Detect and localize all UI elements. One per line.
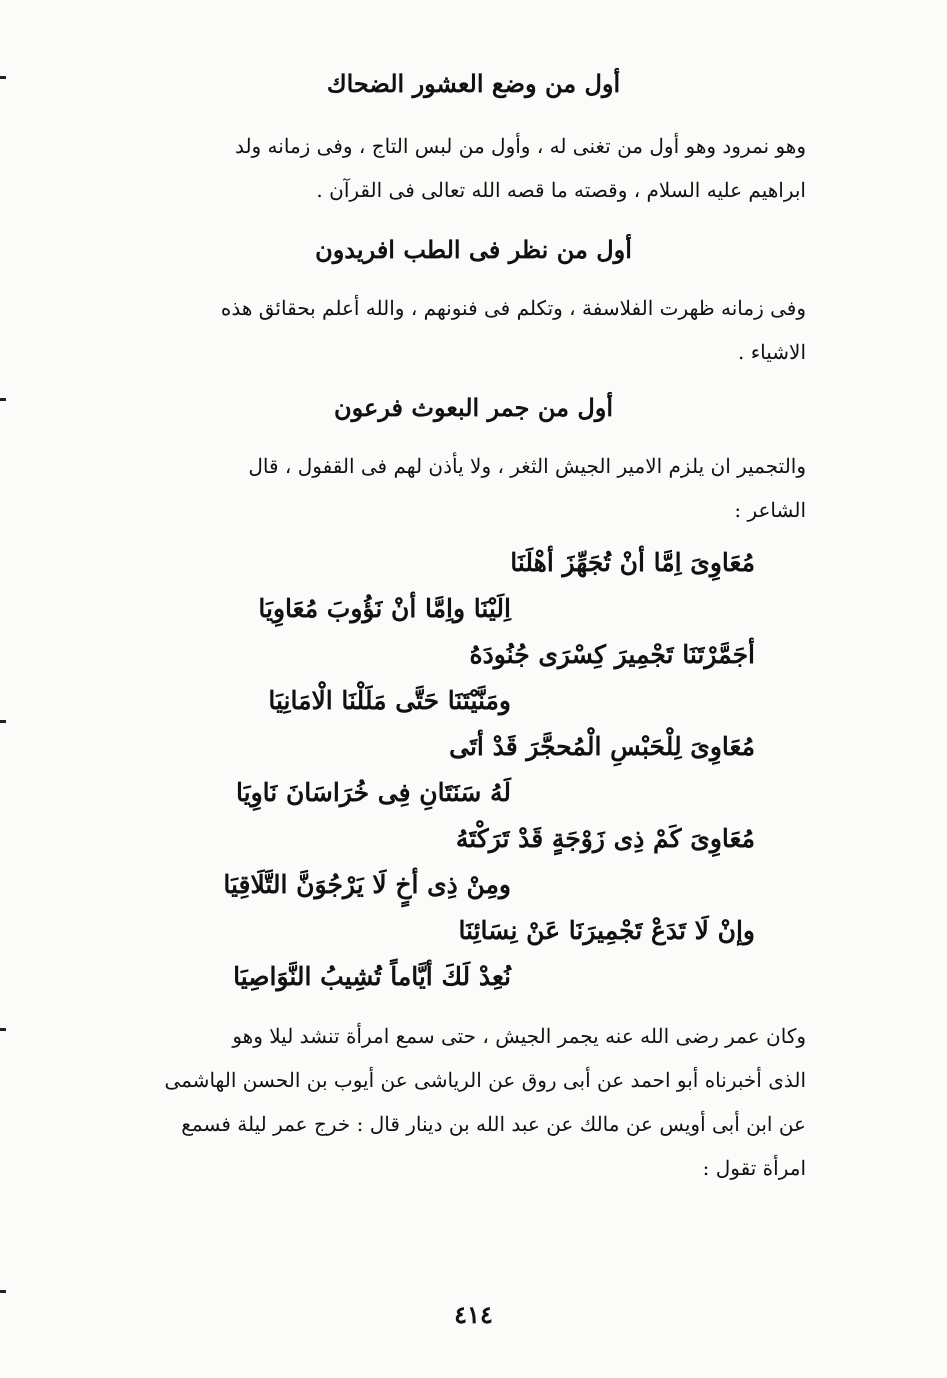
closing-paragraph [104,1014,806,1190]
paragraph-line: وهو نمرود وهو أول من تغنى له ، وأول من لبس التاج ، وفى زمانه ولد [234,134,806,158]
paragraph-line: والتجمير ان يلزم الامير الجيش الثغر ، ولا يأذن لهم فى القفول ، قال [248,454,806,478]
section-heading: أول من وضع العشور الضحاك [326,69,621,98]
poem-verse: ومِنْ ذِى أخٍ لَا يَرْجُوَنَّ التَّلَاقِيَا [223,870,511,899]
margin-tick [0,1028,6,1031]
poem-verse: مُعَاوِىَ لِلْحَبْسِ الْمُحجَّرَ قَدْ أتَى [449,732,755,761]
section-paragraph [104,286,806,374]
paragraph-line: ابراهيم عليه السلام ، وقصته ما قصه الله تعالى فى القرآن . [316,178,806,202]
paragraph-line: الشاعر : [734,498,806,522]
paragraph-line: عن ابن أبى أويس عن مالك عن عبد الله بن دينار قال : خرج عمر ليلة فسمع [181,1112,806,1136]
paragraph-line: وكان عمر رضى الله عنه يجمر الجيش ، حتى سمع امرأة تنشد ليلا وهو [232,1024,806,1048]
poem-verse: نُعِدْ لَكَ أيَّاماً تُشِيبُ النَّوَاصِيَا [233,962,511,991]
paragraph-line: امرأة تقول : [702,1156,806,1180]
paragraph-line: الذى أخبرناه أبو احمد عن أبى روق عن الرياشى عن أيوب بن الحسن الهاشمى [164,1068,806,1092]
section-heading: أول من نظر فى الطب افريدون [315,235,632,264]
section-paragraph [104,124,806,212]
poem-verse: وإنْ لَا تَدَعْ تَجْمِيرَنَا عَنْ نِسَائِنَا [458,916,755,945]
margin-tick [0,720,6,723]
paragraph-line: وفى زمانه ظهرت الفلاسفة ، وتكلم فى فنونهم ، والله أعلم بحقائق هذه [220,296,806,320]
poem-verse: مُعَاوِىَ كَمْ ذِى زَوْجَةٍ قَدْ تَرَكْتَهُ [455,824,755,853]
poem-verse: مُعَاوِىَ اِمَّا أنْ تُجَهِّزَ أهْلَنَا [510,548,755,577]
page-number: ٤١٤ [454,1300,493,1329]
poem-verse: ومَنَّيْتَنَا حَتَّى مَلَلْنَا الْامَانِيَا [268,686,511,715]
paragraph-line: الاشياء . [738,340,806,364]
poem-verse: لَهُ سَنَتَانِ فِى خُرَاسَانَ نَاوِيَا [236,778,511,807]
section-paragraph [104,444,806,532]
poem-verse: اِلَيْنَا واِمَّا أنْ نَؤُوبَ مُعَاوِيَا [258,594,511,623]
margin-tick [0,1290,6,1293]
poem-verse: أجَمَّرْتَنَا تَجْمِيرَ كِسْرَى جُنُودَهُ [469,640,755,669]
section-heading: أول من جمر البعوث فرعون [333,393,614,422]
